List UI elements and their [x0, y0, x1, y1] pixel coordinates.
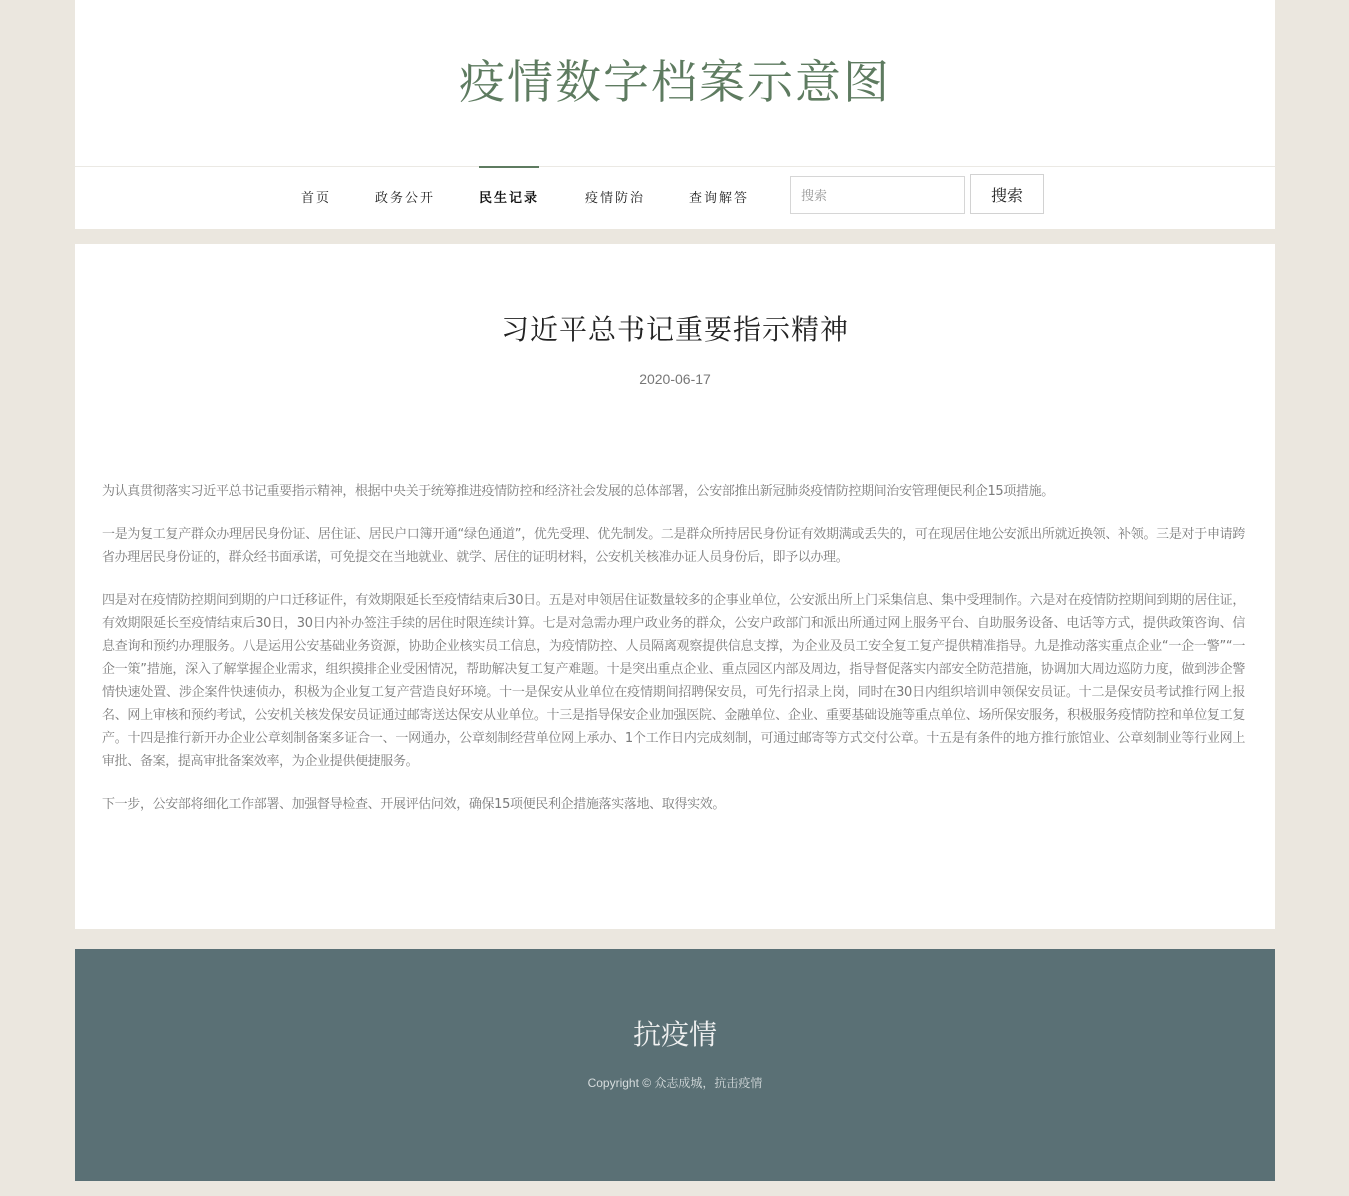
footer-title: 抗疫情 — [632, 1018, 717, 1051]
article-paragraph: 四是对在疫情防控期间到期的户口迁移证件，有效期限延长至疫情结束后30日。五是对申领居住证数量较多的企事业单位，公安派出所上门采集信息、集中受理制作。六是对在疫情防控期间到期的居住证，有效期限延长至疫情结束后30日，30日内补办签注手续的居住时限连续计算。七是对急需办理户政业务的群众，公安户政部门和派出所通过网上服务平台、自助服务设备、电话等方式，提供政策咨询、信息查询和预约办理服务。八是运用公安基础业务资源，协助企业核实员工信息，为疫情防控、人员隔离观察提供信息支撑，为企业及员工安全复工复产提供精准指导。九是推动落实重点企业“一企一警”“一企一策”措施，深入了解掌握企业需求，组织摸排企业受困情况，帮助解决复工复产难题。十是突出重点企业、重点园区内部及周边，指导督促落实内部安全防范措施，协调加大周边巡防力度，做到涉企警情快速处置、涉企案件快速侦办，积极为企业复工复产营造良好环境。十一是保安从业单位在疫情期间招聘保安员，可先行招录上岗，同时在30日内组织培训申领保安员证。十二是保安员考试推行网上报名、网上审核和预约考试，公安机关核发保安员证通过邮寄送达保安从业单位。十三是指导保安企业加强医院、金融单位、企业、重要基础设施等重点单位、场所保安服务，积极服务疫情防控和单位复工复产。十四是推行新开办企业公章刻制备案多证合一、一网通办，公章刻制经营单位网上承办、1个工作日内完成刻制，可通过邮寄等方式交付公章。十五是有条件的地方推行旅馆业、公章刻制业等行业网上审批、备案，提高审批备案效率，为企业提供便捷服务。 — [102, 593, 1245, 769]
site-footer — [75, 949, 1275, 1181]
footer-copyright: Copyright © 众志成城，抗击疫情 — [587, 1076, 763, 1090]
search-input[interactable] — [790, 176, 965, 214]
site-title: 疫情数字档案示意图 — [459, 55, 891, 109]
article-body — [102, 480, 1245, 836]
nav-item-query-answers[interactable]: 查询解答 — [689, 191, 750, 206]
main-nav — [75, 166, 1275, 229]
nav-item-government-affairs[interactable]: 政务公开 — [375, 191, 436, 206]
nav-item-epidemic-prevention[interactable]: 疫情防治 — [585, 191, 646, 206]
page-container — [75, 0, 1275, 1090]
site-header — [75, 0, 1275, 229]
article-title: 习近平总书记重要指示精神 — [500, 313, 849, 346]
nav-item-home[interactable]: 首页 — [301, 191, 332, 206]
article-paragraph: 一是为复工复产群众办理居民身份证、居住证、居民户口簿开通“绿色通道”，优先受理、优先制发。二是群众所持居民身份证有效期满或丢失的，可在现居住地公安派出所就近换领、补领。三是对于申请跨省办理居民身份证的，群众经书面承诺，可免提交在当地就业、就学、居住的证明材料，公安机关核准办证人员身份后，即予以办理。 — [102, 527, 1245, 565]
search-button[interactable]: 搜索 — [970, 174, 1044, 214]
article-panel — [75, 244, 1275, 929]
article-paragraph: 为认真贯彻落实习近平总书记重要指示精神，根据中央关于统筹推进疫情防控和经济社会发展的总体部署，公安部推出新冠肺炎疫情防控期间治安管理便民利企15项措施。 — [102, 484, 1054, 499]
article-paragraph: 下一步，公安部将细化工作部署、加强督导检查、开展评估问效，确保15项便民利企措施落实落地、取得实效。 — [102, 797, 726, 812]
nav-item-livelihood-records[interactable]: 民生记录 — [479, 166, 539, 229]
article-date: 2020-06-17 — [639, 371, 711, 387]
